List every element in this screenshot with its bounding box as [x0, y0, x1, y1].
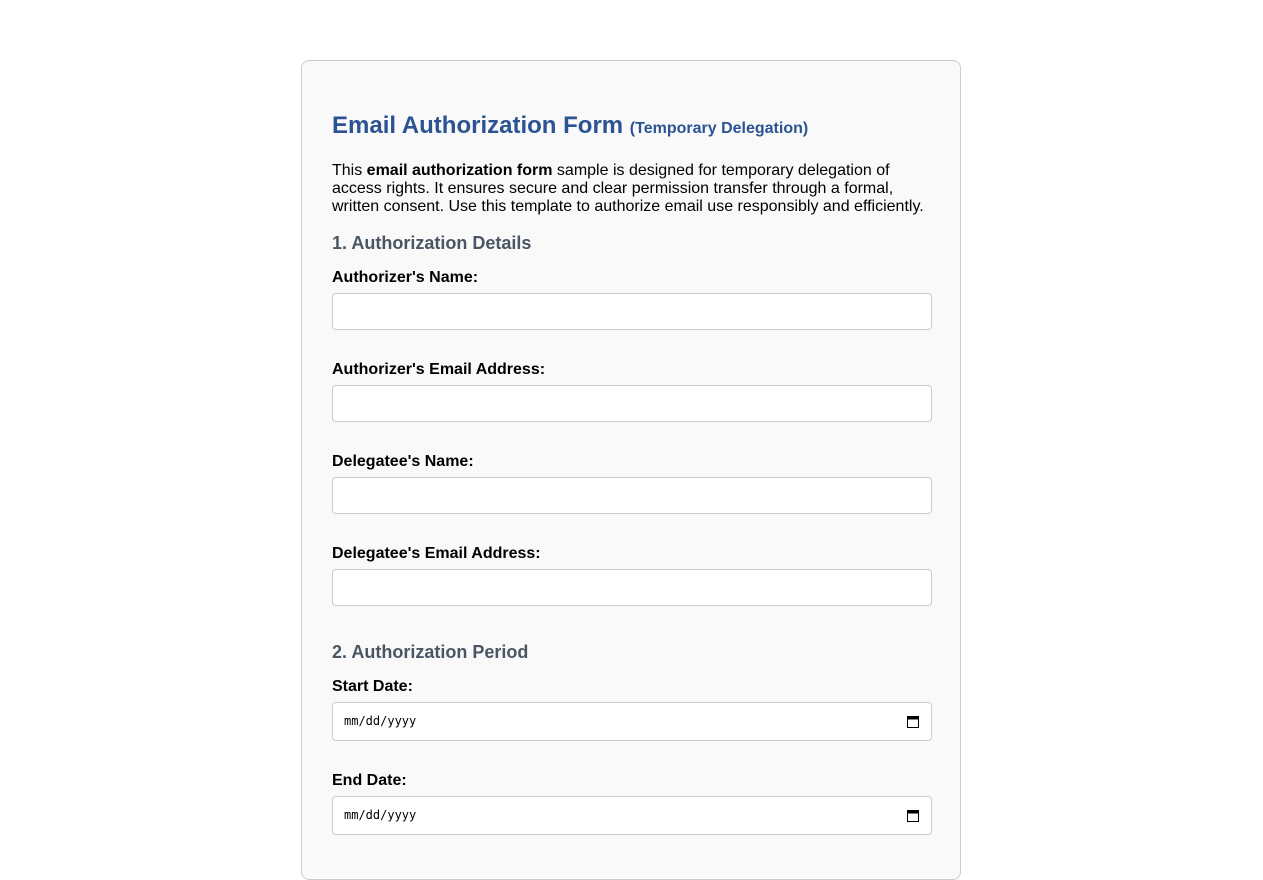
- page-title: [332, 111, 930, 144]
- title-subtitle: (Temporary Delegation): [629, 120, 809, 137]
- end-date-placeholder: mm/dd/yyyy: [344, 808, 417, 822]
- title-text: Email Authorization Form: [332, 112, 624, 139]
- authorizer-email-label: Authorizer's Email Address:: [332, 361, 546, 378]
- start-date-label: Start Date:: [332, 678, 413, 695]
- intro-suffix: sample is designed for temporary delegation of access rights. It ensures secure and clear permission transfer through a formal, written consent. Use this template to authorize email use responsibly and efficiently.: [332, 162, 924, 215]
- start-date-input[interactable]: [332, 702, 932, 741]
- end-date-input[interactable]: [332, 796, 932, 835]
- calendar-icon[interactable]: [907, 809, 919, 822]
- authorizer-email-input[interactable]: [332, 385, 932, 422]
- delegatee-email-input[interactable]: [332, 569, 932, 606]
- intro-paragraph: [332, 162, 932, 216]
- authorizer-name-input[interactable]: [332, 293, 932, 330]
- intro-bold: email authorization form: [366, 162, 553, 179]
- delegatee-name-input[interactable]: [332, 477, 932, 514]
- delegatee-email-label: Delegatee's Email Address:: [332, 545, 541, 562]
- section-heading-authorization-details: 1. Authorization Details: [332, 233, 532, 253]
- form-card: [301, 60, 961, 880]
- authorizer-name-label: Authorizer's Name:: [332, 269, 479, 286]
- start-date-placeholder: mm/dd/yyyy: [344, 714, 417, 728]
- delegatee-name-label: Delegatee's Name:: [332, 453, 474, 470]
- calendar-icon[interactable]: [907, 715, 919, 728]
- section-heading-authorization-period: 2. Authorization Period: [332, 642, 529, 662]
- intro-prefix: This: [332, 162, 367, 179]
- end-date-label: End Date:: [332, 772, 407, 789]
